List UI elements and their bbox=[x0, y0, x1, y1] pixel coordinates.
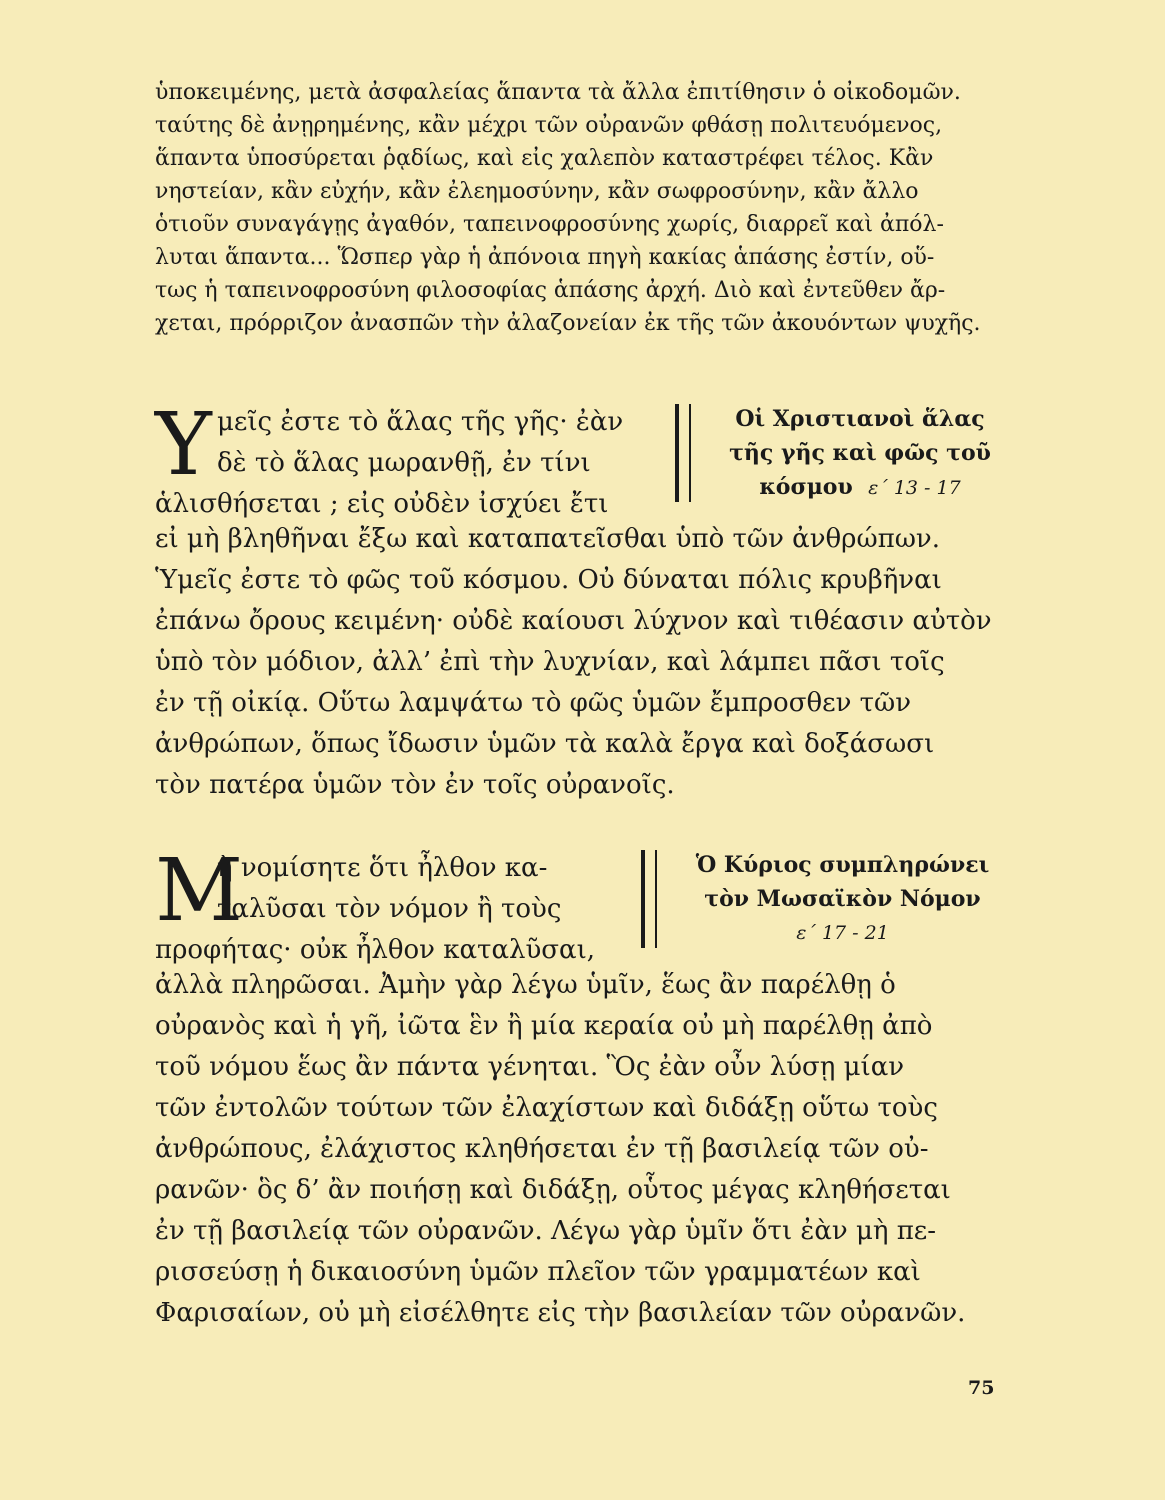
scripture-section-law bbox=[155, 841, 1000, 1334]
commentary-line: λυται ἅπαντα... Ὥσπερ γὰρ ἡ ἀπόνοια πηγὴ κακίας ἁπάσης ἐστίν, οὕ- bbox=[155, 245, 935, 270]
lead-line: δὲ τὸ ἅλας μωρανθῇ, ἐν τίνι bbox=[217, 448, 591, 478]
body-line: ρανῶν· ὃς δ’ ἂν ποιήσῃ καὶ διδάξῃ, οὗτος μέγας κληθήσεται bbox=[155, 1175, 951, 1205]
heading-line: τῆς γῆς καὶ φῶς τοῦ bbox=[729, 440, 991, 466]
commentary-line: ταύτης δὲ ἀνῃρημένης, κἂν μέχρι τῶν οὐρανῶν φθάσῃ πολιτευόμενος, bbox=[155, 113, 943, 138]
body-line: ἐν τῇ οἰκίᾳ. Οὕτω λαμψάτω τὸ φῶς ὑμῶν ἔμπροσθεν τῶν bbox=[155, 688, 912, 718]
heading-line: τὸν Μωσαϊκὸν Νόμον bbox=[704, 886, 981, 912]
margin-rule bbox=[641, 850, 657, 948]
body-line: ἀνθρώπων, ὅπως ἴδωσιν ὑμῶν τὰ καλὰ ἔργα καὶ δοξάσωσι bbox=[155, 729, 935, 759]
body-line: ἀλλὰ πληρῶσαι. Ἀμὴν γὰρ λέγω ὑμῖν, ἕως ἂν παρέλθῃ ὁ bbox=[155, 970, 896, 1000]
lead-line: ταλῦσαι τὸν νόμον ἢ τοὺς bbox=[217, 894, 562, 924]
commentary-line: ὁτιοῦν συναγάγῃς ἀγαθόν, ταπεινοφροσύνης χωρίς, διαρρεῖ καὶ ἀπόλ- bbox=[155, 212, 944, 237]
body-line: ἐν τῇ βασιλείᾳ τῶν οὐρανῶν. Λέγω γὰρ ὑμῖν ὅτι ἐὰν μὴ πε- bbox=[155, 1216, 937, 1246]
section-heading bbox=[675, 848, 1010, 950]
heading-line: Ὁ Κύριος συμπληρώνει bbox=[695, 852, 990, 878]
commentary-line: τως ἡ ταπεινοφροσύνη φιλοσοφίας ἁπάσης ἀρχή. Διὸ καὶ ἐντεῦθεν ἄρ- bbox=[155, 278, 946, 303]
body-line: ἀνθρώπους, ἐλάχιστος κληθήσεται ἐν τῇ βασιλείᾳ τῶν οὐ- bbox=[155, 1134, 929, 1164]
heading-line: Οἱ Χριστιανοὶ ἅλας bbox=[735, 406, 985, 432]
body-line: εἰ μὴ βληθῆναι ἔξω καὶ καταπατεῖσθαι ὑπὸ τῶν ἀνθρώπων. bbox=[155, 524, 941, 554]
section-opening bbox=[155, 841, 1000, 965]
heading-line-with-ref bbox=[710, 470, 1010, 505]
drop-cap: Μ bbox=[155, 841, 244, 941]
lead-line: μεῖς ἐστε τὸ ἅλας τῆς γῆς· ἐὰν bbox=[217, 407, 624, 437]
page-number: 75 bbox=[968, 1377, 995, 1399]
margin-rule bbox=[675, 404, 691, 502]
section-opening bbox=[155, 395, 1000, 519]
commentary-line: νηστείαν, κἂν εὐχήν, κἂν ἐλεημοσύνην, κἂν σωφροσύνην, κἂν ἄλλο bbox=[155, 179, 919, 204]
commentary-paragraph bbox=[155, 76, 1000, 340]
scripture-section-salt-light bbox=[155, 395, 1000, 806]
verse-reference: ε΄ 17 - 21 bbox=[796, 922, 889, 944]
section-heading bbox=[710, 402, 1010, 505]
lead-text bbox=[155, 395, 655, 525]
body-line: ὑπὸ τὸν μόδιον, ἀλλ’ ἐπὶ τὴν λυχνίαν, καὶ λάμπει πᾶσι τοῖς bbox=[155, 647, 945, 677]
commentary-line: ὑποκειμένης, μετὰ ἀσφαλείας ἅπαντα τὰ ἄλλα ἐπιτίθησιν ὁ οἰκοδομῶν. bbox=[155, 80, 961, 105]
body-line: τὸν πατέρα ὑμῶν τὸν ἐν τοῖς οὐρανοῖς. bbox=[155, 770, 675, 800]
body-line: ρισσεύσῃ ἡ δικαιοσύνη ὑμῶν πλεῖον τῶν γραμματέων καὶ bbox=[155, 1257, 921, 1287]
commentary-line: χεται, πρόρριζον ἀνασπῶν τὴν ἀλαζονείαν ἐκ τῆς τῶν ἀκουόντων ψυχῆς. bbox=[155, 311, 981, 336]
body-line: οὐρανὸς καὶ ἡ γῆ, ἰῶτα ἓν ἢ μία κεραία οὐ μὴ παρέλθῃ ἀπὸ bbox=[155, 1011, 933, 1041]
verse-reference: ε΄ 13 - 17 bbox=[868, 477, 961, 499]
section-body bbox=[155, 965, 1000, 1334]
body-line: ἐπάνω ὄρους κειμένη· οὐδὲ καίουσι λύχνον καὶ τιθέασιν αὐτὸν bbox=[155, 606, 992, 636]
body-line: τῶν ἐντολῶν τούτων τῶν ἐλαχίστων καὶ διδάξῃ οὕτω τοὺς bbox=[155, 1093, 938, 1123]
drop-cap: Υ bbox=[155, 395, 212, 495]
body-line: Ὑμεῖς ἐστε τὸ φῶς τοῦ κόσμου. Οὐ δύναται πόλις κρυβῆναι bbox=[155, 565, 942, 595]
heading-line: κόσμου bbox=[759, 474, 853, 500]
lead-line: ὴ νομίσητε ὅτι ἦλθον κα- bbox=[217, 853, 548, 883]
lead-line: ἁλισθήσεται ; εἰς οὐδὲν ἰσχύει ἔτι bbox=[155, 489, 609, 519]
lead-line: προφήτας· οὐκ ἦλθον καταλῦσαι, bbox=[155, 935, 596, 965]
body-line: Φαρισαίων, οὐ μὴ εἰσέλθητε εἰς τὴν βασιλείαν τῶν οὐρανῶν. bbox=[155, 1298, 966, 1328]
body-line: τοῦ νόμου ἕως ἂν πάντα γένηται. Ὃς ἐὰν οὖν λύσῃ μίαν bbox=[155, 1052, 905, 1082]
lead-text bbox=[155, 841, 655, 971]
section-body bbox=[155, 519, 1000, 806]
commentary-line: ἅπαντα ὑποσύρεται ῥᾳδίως, καὶ εἰς χαλεπὸν καταστρέφει τέλος. Κἂν bbox=[155, 146, 934, 171]
